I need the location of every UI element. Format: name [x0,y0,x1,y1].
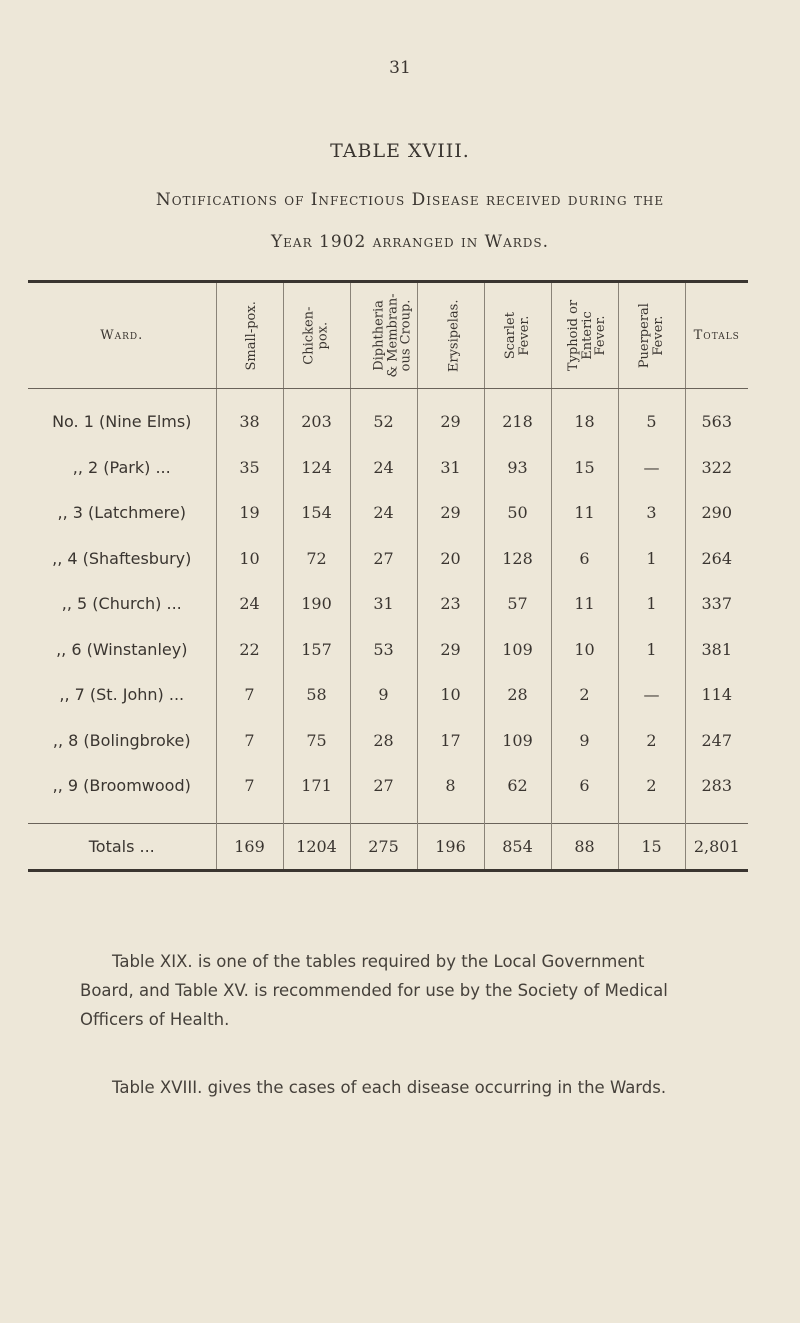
typhoid-cell: 15 [551,445,618,491]
ward-cell: ,, 8 (Bolingbroke) [52,730,191,750]
typhoid-cell: 11 [551,581,618,627]
total-cell: 247 [685,718,748,764]
erysipelas-cell: 10 [417,672,484,718]
chickenpox-cell: 157 [283,627,350,673]
scarlet-total-cell: 854 [484,823,551,871]
scarlet-cell: 218 [484,389,551,445]
scarlet-cell: 62 [484,763,551,823]
diphtheria-cell: 24 [350,490,417,536]
puerperal-header-line-2: Fever. [650,315,666,356]
scarlet-header-line-2: Fever. [516,315,532,356]
puerperal-cell: 2 [618,763,685,823]
puerperal-cell: 2 [618,718,685,764]
smallpox-cell: 7 [216,672,283,718]
smallpox-cell: 24 [216,581,283,627]
puerperal-cell: 5 [618,389,685,445]
typhoid-cell: 2 [551,672,618,718]
ward-cell: ,, 5 (Church) ... [61,594,182,614]
typhoid-cell: 6 [551,536,618,582]
erysipelas-cell: 23 [417,581,484,627]
typhoid-cell: 6 [551,763,618,823]
chickenpox-cell: 124 [283,445,350,491]
typhoid-cell: 10 [551,627,618,673]
smallpox-column-header [216,282,283,389]
ward-cell: ,, 9 (Broomwood) [52,776,191,796]
diphtheria-header-line-3: ous Croup. [398,299,414,372]
typhoid-cell: 9 [551,718,618,764]
erysipelas-cell: 8 [417,763,484,823]
table-row [28,627,748,673]
erysipelas-cell: 31 [417,445,484,491]
chickenpox-cell: 75 [283,718,350,764]
smallpox-cell: 7 [216,718,283,764]
diphtheria-cell: 27 [350,536,417,582]
table-title: TABLE XVIII. [330,140,470,162]
total-cell: 337 [685,581,748,627]
table-row [28,389,748,445]
scarlet-fever-column-header [484,282,551,389]
diphtheria-cell: 53 [350,627,417,673]
typhoid-column-header [551,282,618,389]
chickenpox-column-header [283,282,350,389]
puerperal-cell: 1 [618,627,685,673]
chickenpox-cell: 58 [283,672,350,718]
erysipelas-cell: 29 [417,490,484,536]
total-cell: 114 [685,672,748,718]
scarlet-cell: 128 [484,536,551,582]
total-cell: 264 [685,536,748,582]
total-cell: 290 [685,490,748,536]
table-row [28,718,748,764]
chickenpox-total-cell: 1204 [283,823,350,871]
table-row [28,581,748,627]
puerperal-header-line-1: Puerperal [636,302,652,368]
diphtheria-cell: 52 [350,389,417,445]
scarlet-header-line-1: Scarlet [502,311,518,359]
smallpox-cell: 38 [216,389,283,445]
header-row [28,282,748,389]
diphtheria-column-header [350,282,417,389]
body-paragraph-1: Table XIX. is one of the tables required by the Local Government Board, and Table XV. is recommended for use by the Society of Medical Officers of Health. [80,951,668,1029]
puerperal-cell: — [618,445,685,491]
chickenpox-cell: 72 [283,536,350,582]
grand-total-cell: 2,801 [685,823,748,871]
smallpox-cell: 19 [216,490,283,536]
table-row [28,445,748,491]
puerperal-total-cell: 15 [618,823,685,871]
typhoid-cell: 18 [551,389,618,445]
puerperal-cell: 1 [618,581,685,627]
smallpox-cell: 35 [216,445,283,491]
chickenpox-header-line-2: pox. [315,321,331,350]
smallpox-cell: 10 [216,536,283,582]
scarlet-cell: 109 [484,718,551,764]
ward-cell: ,, 2 (Park) ... [72,457,171,477]
diphtheria-total-cell: 275 [350,823,417,871]
erysipelas-total-cell: 196 [417,823,484,871]
typhoid-header-line-3: Fever. [592,315,608,356]
puerperal-column-header [618,282,685,389]
table-row [28,536,748,582]
ward-cell: ,, 3 (Latchmere) [57,503,186,523]
puerperal-cell: 1 [618,536,685,582]
scarlet-cell: 28 [484,672,551,718]
page-number: 31 [389,58,411,78]
totals-column-header: Totals [685,282,748,389]
diphtheria-cell: 24 [350,445,417,491]
scarlet-cell: 109 [484,627,551,673]
typhoid-cell: 11 [551,490,618,536]
ward-cell: No. 1 (Nine Elms) [52,412,192,432]
total-cell: 381 [685,627,748,673]
chickenpox-cell: 203 [283,389,350,445]
totals-row [28,823,748,871]
ward-column-header: Ward. [28,282,216,389]
typhoid-header-line-1: Typhoid or [565,299,581,371]
puerperal-cell: 3 [618,490,685,536]
diphtheria-cell: 28 [350,718,417,764]
ward-cell: ,, 4 (Shaftesbury) [52,548,192,568]
scarlet-cell: 57 [484,581,551,627]
totals-label: Totals ... [28,823,216,871]
ward-cell: ,, 7 (St. John) ... [59,685,185,705]
typhoid-header-line-2: Enteric [579,311,595,360]
chickenpox-cell: 154 [283,490,350,536]
typhoid-total-cell: 88 [551,823,618,871]
scarlet-cell: 50 [484,490,551,536]
smallpox-total-cell: 169 [216,823,283,871]
smallpox-cell: 22 [216,627,283,673]
table-row [28,763,748,823]
smallpox-header-text: Small-pox. [243,301,259,371]
total-cell: 563 [685,389,748,445]
body-paragraph-2: Table XVIII. gives the cases of each disease occurring in the Wards. [112,1077,667,1097]
ward-disease-table [28,280,748,872]
table-subtitle-line-2: Year 1902 arranged in Wards. [270,232,550,252]
smallpox-cell: 7 [216,763,283,823]
erysipelas-cell: 29 [417,627,484,673]
table-row [28,672,748,718]
diphtheria-header-line-1: Diphtheria [371,299,387,371]
scarlet-cell: 93 [484,445,551,491]
diphtheria-header-line-2: & Membran- [384,293,400,378]
diphtheria-cell: 9 [350,672,417,718]
diphtheria-cell: 27 [350,763,417,823]
table-subtitle-line-1: Notifications of Infectious Disease received during the [155,190,665,210]
puerperal-cell: — [618,672,685,718]
ward-cell: ,, 6 (Winstanley) [56,639,188,659]
diphtheria-cell: 31 [350,581,417,627]
erysipelas-cell: 20 [417,536,484,582]
erysipelas-cell: 29 [417,389,484,445]
table-row [28,490,748,536]
erysipelas-column-header [417,282,484,389]
total-cell: 322 [685,445,748,491]
total-cell: 283 [685,763,748,823]
erysipelas-header-text: Erysipelas. [445,299,461,373]
erysipelas-cell: 17 [417,718,484,764]
chickenpox-cell: 171 [283,763,350,823]
chickenpox-cell: 190 [283,581,350,627]
chickenpox-header-line-1: Chicken- [301,306,317,365]
